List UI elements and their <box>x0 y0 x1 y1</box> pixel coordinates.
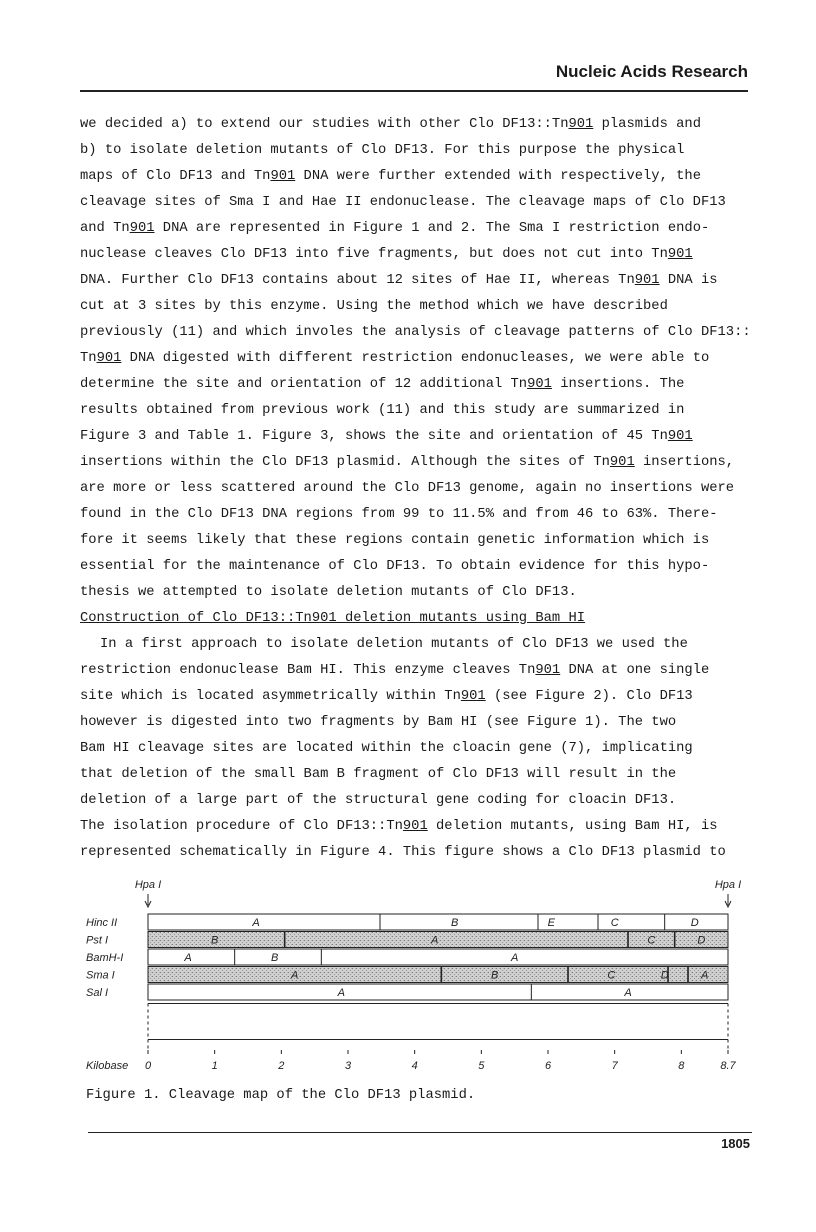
text-line <box>80 424 760 450</box>
text-run: DNA is <box>659 273 718 288</box>
enzyme-label: Sal I <box>86 987 109 999</box>
section-heading <box>80 606 760 632</box>
text-run: insertions, <box>634 455 735 470</box>
footer-rule <box>88 1132 752 1133</box>
fragment-label: D <box>690 917 699 929</box>
track-bar <box>148 914 728 930</box>
text-run: previously (11) and which involes the analysis of cleavage patterns of Clo DF13:: <box>80 325 751 340</box>
text-run: b) to isolate deletion mutants of Clo DF13. For this purpose the physical <box>80 143 685 158</box>
section-heading-text: Construction of Clo DF13::Tn901 deletion mutants using Bam HI <box>80 611 586 626</box>
text-line <box>80 320 760 346</box>
text-line <box>80 762 760 788</box>
text-line <box>80 190 760 216</box>
text-run: found in the Clo DF13 DNA regions from 99 to 11.5% and from 46 to 63%. There- <box>80 507 718 522</box>
text-run: however is digested into two fragments by Bam HI (see Figure 1). The two <box>80 715 677 730</box>
text-line <box>80 268 760 294</box>
fragment-label: A <box>290 969 299 982</box>
text-line <box>80 216 760 242</box>
fragment-label: A <box>510 952 519 964</box>
enzyme-label: Pst I <box>86 934 109 947</box>
fragment-label: A <box>430 934 439 947</box>
text-run: Figure 3 and Table 1. Figure 3, shows the site and orientation of 45 Tn <box>80 429 668 444</box>
cleavage-map-chart <box>80 872 770 1082</box>
fragment-label: A <box>624 987 632 999</box>
text-line <box>80 398 760 424</box>
track-bar <box>148 984 728 1000</box>
fragment-label: B <box>210 934 219 947</box>
axis-tick-label: 6 <box>544 1060 552 1072</box>
axis-tick-label: 1 <box>211 1060 218 1072</box>
axis-tick-label: 8.7 <box>720 1060 736 1072</box>
underlined-text: 901 <box>667 429 693 444</box>
text-run: represented schematically in Figure 4. This figure shows a Clo DF13 plasmid to <box>80 845 726 860</box>
text-run: DNA digested with different restriction endonucleases, we were able to <box>121 351 710 366</box>
text-line <box>80 684 760 710</box>
text-line <box>80 788 760 814</box>
underlined-text: 901 <box>460 689 486 704</box>
text-run: DNA are represented in Figure 1 and 2. The Sma I restriction endo- <box>154 221 710 236</box>
text-line <box>80 502 760 528</box>
text-run: restriction endonuclease Bam HI. This enzyme cleaves Tn <box>80 663 536 678</box>
fragment-label: A <box>184 952 192 964</box>
text-line <box>80 294 760 320</box>
text-run: The isolation procedure of Clo DF13::Tn <box>80 819 403 834</box>
text-run: deletion mutants, using Bam HI, is <box>427 819 718 834</box>
text-run: determine the site and orientation of 12 additional Tn <box>80 377 528 392</box>
text-line <box>80 164 760 190</box>
text-line <box>80 450 760 476</box>
hpa-marker-label: Hpa I <box>134 879 162 891</box>
axis-tick-label: 4 <box>411 1060 418 1072</box>
text-run: are more or less scattered around the Clo DF13 genome, again no insertions were <box>80 481 735 496</box>
underlined-text: 901 <box>270 169 296 184</box>
paragraph-2 <box>80 632 760 866</box>
fragment-label: D <box>660 969 669 982</box>
fragment-label: A <box>337 987 346 999</box>
underlined-text: 901 <box>634 273 660 288</box>
text-line <box>80 814 760 840</box>
text-run: cut at 3 sites by this enzyme. Using the method which we have described <box>80 299 668 314</box>
text-line <box>80 840 760 866</box>
paragraph-1 <box>80 112 760 606</box>
text-run: Bam HI cleavage sites are located within the cloacin gene (7), implicating <box>80 741 693 756</box>
fragment-label: B <box>270 952 279 964</box>
underlined-text: 901 <box>402 819 428 834</box>
text-run: insertions within the Clo DF13 plasmid. Although the sites of Tn <box>80 455 610 470</box>
page-number: 1805 <box>721 1136 750 1151</box>
body-text <box>80 112 760 866</box>
text-line <box>80 372 760 398</box>
fragment-label: D <box>697 934 706 947</box>
fragment-label: A <box>252 917 260 929</box>
hpa-marker-label: Hpa I <box>714 879 742 891</box>
text-run: In a first approach to isolate deletion mutants of Clo DF13 we used the <box>100 637 688 652</box>
text-run: nuclease cleaves Clo DF13 into five fragments, but does not cut into Tn <box>80 247 668 262</box>
text-line <box>80 112 760 138</box>
figure-caption: Figure 1. Cleavage map of the Clo DF13 plasmid. <box>86 1088 476 1103</box>
text-run: Tn <box>80 351 97 366</box>
underlined-text: 901 <box>96 351 122 366</box>
text-run: plasmids and <box>593 117 701 132</box>
text-run: cleavage sites of Sma I and Hae II endonuclease. The cleavage maps of Clo DF13 <box>80 195 726 210</box>
text-line <box>80 528 760 554</box>
header-rule <box>80 90 748 92</box>
track-bar <box>148 967 728 983</box>
text-run: thesis we attempted to isolate deletion mutants of Clo DF13. <box>80 585 577 600</box>
text-run: DNA. Further Clo DF13 contains about 12 sites of Hae II, whereas Tn <box>80 273 635 288</box>
underlined-text: 901 <box>535 663 561 678</box>
figure-1 <box>80 872 770 1082</box>
fragment-label: C <box>607 969 616 982</box>
fragment-label: E <box>547 917 556 929</box>
axis-tick-label: 5 <box>478 1060 485 1072</box>
fragment-label: B <box>490 969 499 982</box>
text-line <box>80 580 760 606</box>
text-line <box>80 632 760 658</box>
text-line <box>80 554 760 580</box>
text-line <box>80 736 760 762</box>
axis-tick-label: 7 <box>611 1060 618 1072</box>
text-run: we decided a) to extend our studies with other Clo DF13::Tn <box>80 117 569 132</box>
text-run: insertions. The <box>551 377 685 392</box>
text-run: site which is located asymmetrically within Tn <box>80 689 461 704</box>
text-line <box>80 476 760 502</box>
axis-tick-label: 8 <box>678 1060 685 1072</box>
text-run: and Tn <box>80 221 130 236</box>
text-run: (see Figure 2). Clo DF13 <box>485 689 693 704</box>
text-run: fore it seems likely that these regions contain genetic information which is <box>80 533 710 548</box>
fragment-label: C <box>610 917 619 929</box>
enzyme-label: Sma I <box>86 969 115 982</box>
text-line <box>80 346 760 372</box>
fragment-label: A <box>700 969 709 982</box>
text-run: essential for the maintenance of Clo DF13. To obtain evidence for this hypo- <box>80 559 710 574</box>
enzyme-label: Hinc II <box>86 917 118 929</box>
underlined-text: 901 <box>129 221 155 236</box>
text-run: DNA at one single <box>560 663 710 678</box>
text-run: results obtained from previous work (11) and this study are summarized in <box>80 403 685 418</box>
axis-tick-label: 3 <box>344 1060 352 1072</box>
axis-tick-label: 0 <box>144 1060 152 1072</box>
underlined-text: 901 <box>527 377 552 392</box>
text-line <box>80 242 760 268</box>
axis-label: Kilobase <box>86 1060 129 1072</box>
text-run: maps of Clo DF13 and Tn <box>80 169 271 184</box>
underlined-text: 901 <box>568 117 594 132</box>
underlined-text: 901 <box>609 455 635 470</box>
text-line <box>80 658 760 684</box>
fragment-label: C <box>647 934 656 947</box>
text-run: that deletion of the small Bam B fragment of Clo DF13 will result in the <box>80 767 677 782</box>
axis-tick-label: 2 <box>278 1060 285 1072</box>
fragment-label: B <box>450 917 459 929</box>
journal-title: Nucleic Acids Research <box>555 62 748 81</box>
text-run: deletion of a large part of the structural gene coding for cloacin DF13. <box>80 793 677 808</box>
enzyme-label: BamH-I <box>86 952 124 964</box>
text-line <box>80 710 760 736</box>
text-run: DNA were further extended with respectively, the <box>295 169 701 184</box>
text-line <box>80 138 760 164</box>
underlined-text: 901 <box>667 247 693 262</box>
